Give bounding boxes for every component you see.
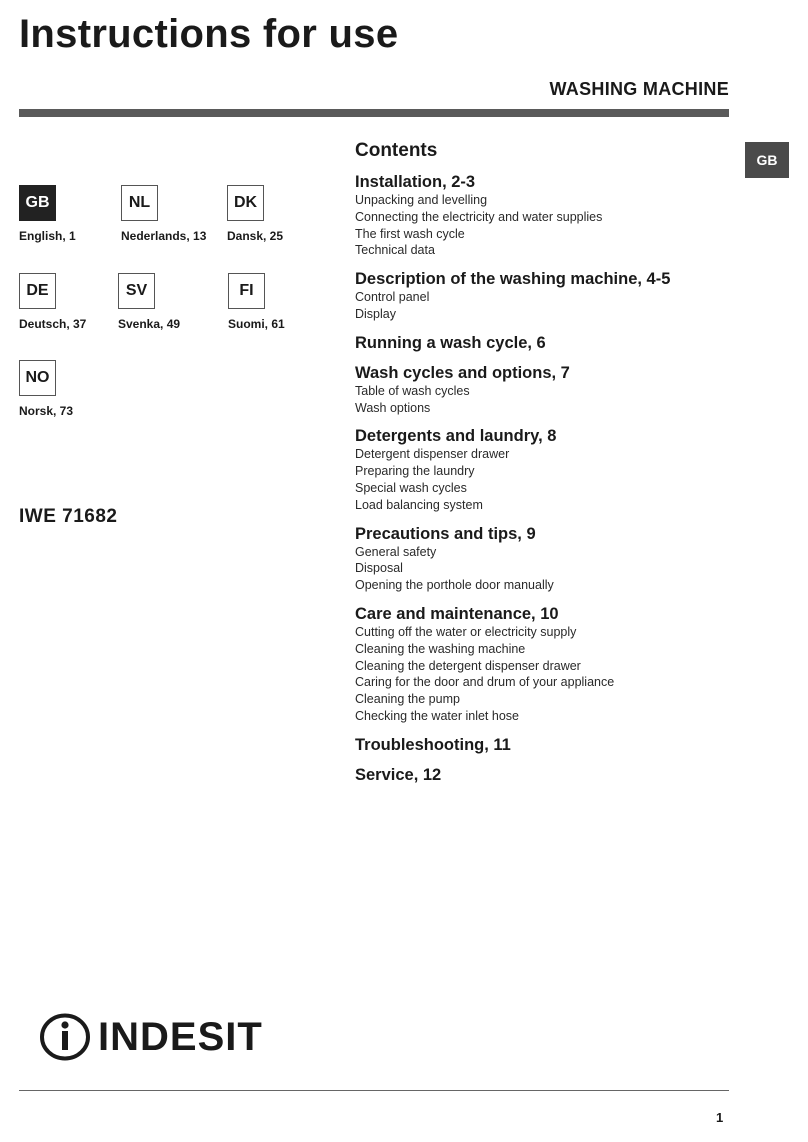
toc-item[interactable]: Control panel xyxy=(355,290,430,305)
toc-heading[interactable]: Detergents and laundry, 8 xyxy=(355,427,557,446)
toc-item[interactable]: Wash options xyxy=(355,400,431,415)
language-sv[interactable] xyxy=(118,273,180,331)
toc-item[interactable]: Preparing the laundry xyxy=(355,464,475,479)
product-type: WASHING MACHINE xyxy=(549,79,729,99)
table-of-contents xyxy=(355,140,735,795)
toc-item[interactable]: Cleaning the pump xyxy=(355,692,460,707)
language-label: Svenka, 49 xyxy=(118,317,181,331)
language-label: Dansk, 25 xyxy=(227,229,284,243)
toc-section-installation xyxy=(355,172,735,259)
toc-heading[interactable]: Description of the washing machine, 4-5 xyxy=(355,270,671,289)
toc-item[interactable]: Display xyxy=(355,306,396,321)
toc-item[interactable]: Special wash cycles xyxy=(355,480,467,495)
toc-heading[interactable]: Running a wash cycle, 6 xyxy=(355,333,546,352)
toc-item[interactable]: Opening the porthole door manually xyxy=(355,578,554,593)
toc-item[interactable]: Table of wash cycles xyxy=(355,383,470,398)
language-code-box: NL xyxy=(121,185,158,221)
toc-item[interactable]: Cleaning the washing machine xyxy=(355,641,526,656)
brand-logo xyxy=(38,1012,263,1062)
toc-section-care xyxy=(355,604,735,725)
language-gb[interactable] xyxy=(19,185,76,243)
toc-item[interactable]: Load balancing system xyxy=(355,497,483,512)
page-number: 1 xyxy=(716,1110,724,1125)
toc-heading[interactable]: Care and maintenance, 10 xyxy=(355,604,559,623)
toc-item[interactable]: Cutting off the water or electricity supply xyxy=(355,624,577,639)
toc-item[interactable]: Cleaning the detergent dispenser drawer xyxy=(355,658,581,673)
language-side-tab: GB xyxy=(745,142,789,178)
language-label: Suomi, 61 xyxy=(228,317,285,331)
indesit-i-icon xyxy=(38,1012,92,1062)
language-label: Deutsch, 37 xyxy=(19,317,87,331)
toc-section-description xyxy=(355,269,735,323)
toc-item[interactable]: Unpacking and levelling xyxy=(355,193,488,207)
language-dk[interactable] xyxy=(227,185,283,243)
language-label: English, 1 xyxy=(19,229,76,243)
language-code-box: GB xyxy=(19,185,56,221)
language-nl[interactable] xyxy=(121,185,206,243)
toc-section-precautions xyxy=(355,524,735,594)
toc-section-detergents xyxy=(355,426,735,513)
toc-heading[interactable]: Wash cycles and options, 7 xyxy=(355,363,570,382)
toc-section-service xyxy=(355,765,735,785)
language-label: Norsk, 73 xyxy=(19,404,74,418)
language-code-box: DE xyxy=(19,273,56,309)
language-code-box: FI xyxy=(228,273,265,309)
toc-item[interactable]: Caring for the door and drum of your appliance xyxy=(355,675,615,690)
page-title: Instructions for use xyxy=(19,12,399,56)
toc-item[interactable]: Technical data xyxy=(355,243,435,258)
header-divider xyxy=(19,109,729,117)
language-code-box: NO xyxy=(19,360,56,396)
language-code-box: DK xyxy=(227,185,264,221)
language-fi[interactable] xyxy=(228,273,285,331)
toc-section-running xyxy=(355,333,735,353)
toc-heading[interactable]: Installation, 2-3 xyxy=(355,173,476,191)
language-no[interactable] xyxy=(19,360,73,418)
toc-section-troubleshooting xyxy=(355,735,735,755)
language-code-box: SV xyxy=(118,273,155,309)
toc-heading[interactable]: Troubleshooting, 11 xyxy=(355,735,511,754)
toc-heading[interactable]: Precautions and tips, 9 xyxy=(355,524,536,543)
language-label: Nederlands, 13 xyxy=(121,229,207,243)
model-number: IWE 71682 xyxy=(19,506,118,527)
toc-heading[interactable]: Service, 12 xyxy=(355,765,442,784)
toc-item[interactable]: General safety xyxy=(355,544,437,559)
brand-name: INDESIT xyxy=(98,1014,263,1059)
toc-item[interactable]: The first wash cycle xyxy=(355,226,465,241)
language-de[interactable] xyxy=(19,273,86,331)
contents-title: Contents xyxy=(355,140,438,161)
footer-divider xyxy=(19,1090,729,1091)
toc-section-wash-cycles xyxy=(355,363,735,417)
toc-item[interactable]: Disposal xyxy=(355,561,403,576)
toc-item[interactable]: Checking the water inlet hose xyxy=(355,708,519,723)
toc-item[interactable]: Detergent dispenser drawer xyxy=(355,447,510,462)
toc-item[interactable]: Connecting the electricity and water supplies xyxy=(355,209,603,224)
